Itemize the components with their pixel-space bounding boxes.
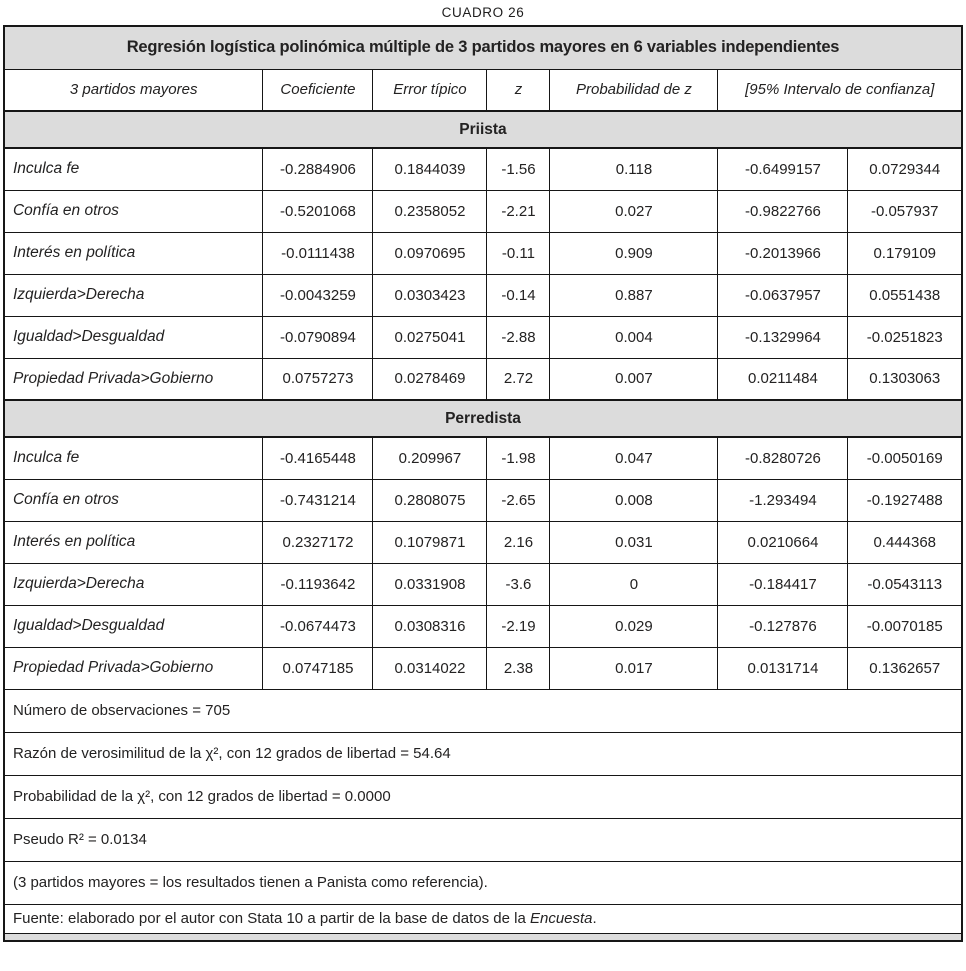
cell-ci-high: 0.1362657 — [848, 647, 962, 689]
cell-std-error: 0.2808075 — [373, 479, 487, 521]
cell-z: -0.11 — [487, 232, 550, 274]
cell-ci-high: 0.0551438 — [848, 274, 962, 316]
column-header-row — [4, 69, 962, 111]
cell-ci-low: 0.0131714 — [718, 647, 848, 689]
cell-std-error: 0.1079871 — [373, 521, 487, 563]
cell-coefficient: -0.1193642 — [263, 563, 373, 605]
cell-coefficient: -0.0043259 — [263, 274, 373, 316]
section-header-row — [4, 400, 962, 437]
variable-label: Izquierda>Derecha — [4, 274, 263, 316]
table-row — [4, 358, 962, 400]
cell-coefficient: -0.0674473 — [263, 605, 373, 647]
cell-probability: 0.047 — [550, 437, 718, 479]
table-row — [4, 605, 962, 647]
table-row — [4, 316, 962, 358]
table-row — [4, 190, 962, 232]
cell-z: -2.21 — [487, 190, 550, 232]
note-observations: Número de observaciones = 705 — [4, 689, 962, 732]
col-header-parties: 3 partidos mayores — [4, 69, 263, 111]
note-row — [4, 818, 962, 861]
col-header-coefficient: Coeficiente — [263, 69, 373, 111]
note-source-italic: Encuesta — [529, 910, 593, 927]
note-row-source — [4, 904, 962, 933]
cell-ci-low: -0.127876 — [718, 605, 848, 647]
cell-std-error: 0.1844039 — [373, 148, 487, 190]
table-row — [4, 479, 962, 521]
cell-probability: 0.118 — [550, 148, 718, 190]
table-head — [4, 26, 962, 111]
cell-z: 2.72 — [487, 358, 550, 400]
cell-ci-low: -0.2013966 — [718, 232, 848, 274]
cell-ci-high: -0.0050169 — [848, 437, 962, 479]
table-notes-body — [4, 689, 962, 941]
variable-label: Interés en política — [4, 521, 263, 563]
variable-label: Izquierda>Derecha — [4, 563, 263, 605]
col-header-std-error: Error típico — [373, 69, 487, 111]
cell-ci-low: -0.8280726 — [718, 437, 848, 479]
table-row — [4, 437, 962, 479]
footer-gray-strip — [4, 933, 962, 941]
section-title: Perredista — [4, 400, 962, 437]
cell-z: -2.19 — [487, 605, 550, 647]
variable-label: Igualdad>Desgualdad — [4, 605, 263, 647]
cell-probability: 0.029 — [550, 605, 718, 647]
cell-std-error: 0.209967 — [373, 437, 487, 479]
note-pseudo-r2: Pseudo R² = 0.0134 — [4, 818, 962, 861]
section-header-row — [4, 111, 962, 148]
cell-probability: 0.027 — [550, 190, 718, 232]
table-caption: CUADRO 26 — [441, 5, 525, 20]
cell-probability: 0.031 — [550, 521, 718, 563]
col-header-confidence-interval: [95% Intervalo de confianza] — [718, 69, 962, 111]
note-reference-category: (3 partidos mayores = los resultados tienen a Panista como referencia). — [4, 861, 962, 904]
note-row — [4, 775, 962, 818]
cell-std-error: 0.0308316 — [373, 605, 487, 647]
cell-std-error: 0.0331908 — [373, 563, 487, 605]
cell-coefficient: -0.5201068 — [263, 190, 373, 232]
variable-label: Propiedad Privada>Gobierno — [4, 358, 263, 400]
cell-std-error: 0.0970695 — [373, 232, 487, 274]
cell-ci-low: -0.1329964 — [718, 316, 848, 358]
cell-probability: 0.008 — [550, 479, 718, 521]
cell-std-error: 0.0303423 — [373, 274, 487, 316]
cell-ci-low: -1.293494 — [718, 479, 848, 521]
table-title: Regresión logística polinómica múltiple de 3 partidos mayores en 6 variables independientes — [4, 26, 962, 69]
cell-z: -1.98 — [487, 437, 550, 479]
note-source-text: Fuente: elaborado por el autor con Stata 10 a partir de la base de datos de la — [12, 910, 530, 927]
cell-ci-low: 0.0210664 — [718, 521, 848, 563]
cell-coefficient: -0.0111438 — [263, 232, 373, 274]
cell-ci-low: -0.0637957 — [718, 274, 848, 316]
cell-coefficient: -0.0790894 — [263, 316, 373, 358]
table-row — [4, 148, 962, 190]
cell-z: -2.88 — [487, 316, 550, 358]
note-source — [4, 904, 962, 933]
col-header-probability: Probabilidad de z — [550, 69, 718, 111]
cell-ci-low: -0.9822766 — [718, 190, 848, 232]
table-row — [4, 563, 962, 605]
cell-ci-high: -0.0251823 — [848, 316, 962, 358]
variable-label: Confía en otros — [4, 479, 263, 521]
variable-label: Igualdad>Desgualdad — [4, 316, 263, 358]
cell-probability: 0 — [550, 563, 718, 605]
footer-strip-cell — [4, 933, 962, 941]
cell-coefficient: -0.4165448 — [263, 437, 373, 479]
table-sections-body — [4, 111, 962, 689]
table-row — [4, 647, 962, 689]
cell-ci-high: 0.179109 — [848, 232, 962, 274]
cell-coefficient: -0.2884906 — [263, 148, 373, 190]
note-source-suffix: . — [592, 910, 597, 927]
cell-z: -1.56 — [487, 148, 550, 190]
cell-probability: 0.007 — [550, 358, 718, 400]
cell-ci-high: 0.444368 — [848, 521, 962, 563]
note-row — [4, 861, 962, 904]
variable-label: Inculca fe — [4, 148, 263, 190]
note-row — [4, 732, 962, 775]
note-row — [4, 689, 962, 732]
cell-coefficient: 0.0747185 — [263, 647, 373, 689]
section-title: Priista — [4, 111, 962, 148]
cell-ci-high: -0.1927488 — [848, 479, 962, 521]
regression-table — [3, 25, 963, 942]
cell-ci-high: 0.1303063 — [848, 358, 962, 400]
cell-z: 2.38 — [487, 647, 550, 689]
cell-z: -2.65 — [487, 479, 550, 521]
table-row — [4, 274, 962, 316]
cell-z: -0.14 — [487, 274, 550, 316]
cell-ci-high: -0.0543113 — [848, 563, 962, 605]
cell-coefficient: -0.7431214 — [263, 479, 373, 521]
variable-label: Confía en otros — [4, 190, 263, 232]
note-likelihood-ratio: Razón de verosimilitud de la χ², con 12 grados de libertad = 54.64 — [4, 732, 962, 775]
col-header-z: z — [487, 69, 550, 111]
cell-ci-low: 0.0211484 — [718, 358, 848, 400]
note-chi2-probability: Probabilidad de la χ², con 12 grados de libertad = 0.0000 — [4, 775, 962, 818]
cell-ci-high: -0.0070185 — [848, 605, 962, 647]
cell-z: -3.6 — [487, 563, 550, 605]
cell-ci-low: -0.184417 — [718, 563, 848, 605]
cell-coefficient: 0.2327172 — [263, 521, 373, 563]
cell-std-error: 0.0314022 — [373, 647, 487, 689]
cell-std-error: 0.0278469 — [373, 358, 487, 400]
cell-probability: 0.017 — [550, 647, 718, 689]
table-row — [4, 232, 962, 274]
variable-label: Interés en política — [4, 232, 263, 274]
variable-label: Inculca fe — [4, 437, 263, 479]
cell-ci-high: 0.0729344 — [848, 148, 962, 190]
cell-ci-low: -0.6499157 — [718, 148, 848, 190]
cell-std-error: 0.2358052 — [373, 190, 487, 232]
table-row — [4, 521, 962, 563]
cell-coefficient: 0.0757273 — [263, 358, 373, 400]
cell-probability: 0.004 — [550, 316, 718, 358]
cell-std-error: 0.0275041 — [373, 316, 487, 358]
cell-probability: 0.887 — [550, 274, 718, 316]
variable-label: Propiedad Privada>Gobierno — [4, 647, 263, 689]
cell-ci-high: -0.057937 — [848, 190, 962, 232]
table-title-row — [4, 26, 962, 69]
cell-z: 2.16 — [487, 521, 550, 563]
cell-probability: 0.909 — [550, 232, 718, 274]
